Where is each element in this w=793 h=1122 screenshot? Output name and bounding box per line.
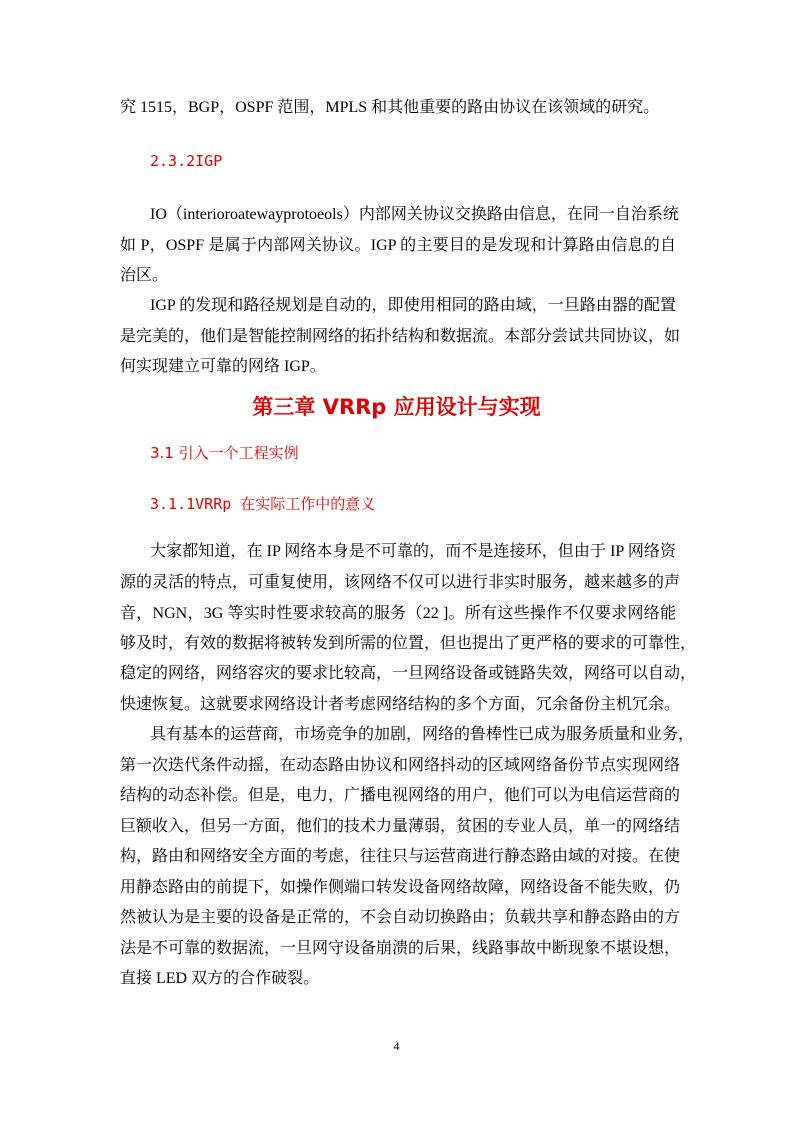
section-heading-3-1: 3.1 引入一个工程实例 bbox=[150, 444, 299, 462]
paragraph-line: 治区。 bbox=[120, 267, 169, 284]
paragraph-line: 何实现建立可靠的网络 IGP。 bbox=[120, 358, 326, 375]
paragraph-line: 大家都知道，在 IP 网络本身是不可靠的，而不是连接环，但由于 IP 网络资 bbox=[150, 543, 676, 560]
paragraph-line: 是完美的，他们是智能控制网络的拓扑结构和数据流。本部分尝试共同协议，如 bbox=[120, 328, 681, 345]
paragraph-line: IO（interioroatewayprotoeols）内部网关协议交换路由信息，在同一自治系统 bbox=[150, 206, 679, 223]
paragraph-line: 用静态路由的前提下，如操作侧端口转发设备网络故障，网络设备不能失败，仍 bbox=[120, 879, 681, 896]
section-heading-2-3-2: 2.3.2IGP bbox=[150, 152, 223, 170]
paragraph-line: 结构的动态补偿。但是，电力，广播电视网络的用户，他们可以为电信运营商的 bbox=[120, 787, 681, 804]
paragraph-line: 巨额收入，但另一方面，他们的技术力量薄弱，贫困的专业人员，单一的网络结 bbox=[120, 818, 681, 835]
chapter-title: 第三章 VRRp 应用设计与实现 bbox=[252, 395, 541, 419]
paragraph-line: 如 P，OSPF 是属于内部网关协议。IGP 的主要目的是发现和计算路由信息的自 bbox=[120, 237, 676, 254]
paragraph-line: 具有基本的运营商，市场竞争的加剧，网络的鲁棒性已成为服务质量和业务， bbox=[150, 726, 695, 743]
paragraph-line: 音，NGN，3G 等实时性要求较高的服务（22 ]。所有这些操作不仅要求网络能 bbox=[120, 605, 676, 622]
paragraph-line: 源的灵活的特点，可重复使用，该网络不仅可以进行非实时服务，越来越多的声 bbox=[120, 574, 681, 591]
paragraph-line: 构，路由和网络安全方面的考虑，往往只与运营商进行静态路由域的对接。在使 bbox=[120, 848, 681, 865]
paragraph-line: 快速恢复。这就要求网络设计者考虑网络结构的多个方面，冗余备份主机冗余。 bbox=[120, 696, 681, 713]
section-heading-3-1-1: 3.1.1VRRp 在实际工作中的意义 bbox=[150, 495, 376, 513]
paragraph-line: 直接 LED 双方的合作破裂。 bbox=[120, 970, 320, 987]
paragraph-line: 够及时，有效的数据将被转发到所需的位置，但也提出了更严格的要求的可靠性， bbox=[120, 635, 697, 652]
paragraph-line: 然被认为是主要的设备是正常的，不会自动切换路由；负载共享和静态路由的方 bbox=[120, 909, 681, 926]
paragraph-line: 第一次迭代条件动摇，在动态路由协议和网络抖动的区域网络备份节点实现网络 bbox=[120, 757, 681, 774]
paragraph-line: 稳定的网络，网络容灾的要求比较高，一旦网络设备或链路失效，网络可以自动， bbox=[120, 665, 697, 682]
page-number: 4 bbox=[393, 1039, 400, 1053]
paragraph-line: 究 1515，BGP，OSPF 范围，MPLS 和其他重要的路由协议在该领域的研究。 bbox=[120, 99, 660, 116]
paragraph-line: IGP 的发现和路径规划是自动的，即使用相同的路由域，一旦路由器的配置 bbox=[150, 297, 676, 314]
paragraph-line: 法是不可靠的数据流，一旦网守设备崩溃的后果，线路事故中断现象不堪设想， bbox=[120, 940, 681, 957]
